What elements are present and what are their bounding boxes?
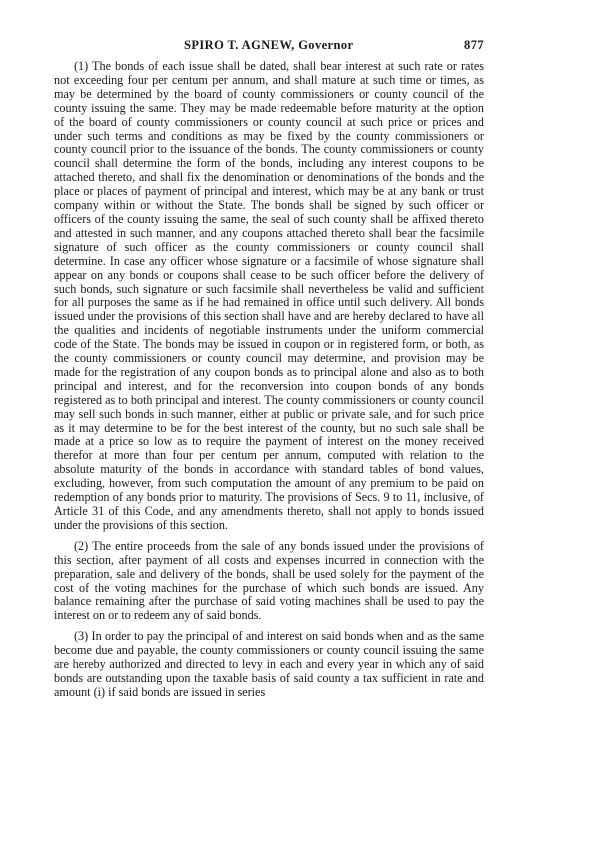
running-header: [54, 38, 484, 60]
paragraph-3: (3) In order to pay the principal of and interest on said bonds when and as the same become due and payable, the county commissioners or county council issuing the same are hereby authorized and directed to levy in each and every year in which any of said bonds are outstanding upon the taxable basis of said county a tax sufficient in rate and amount (i) if said bonds are issued in series: [54, 629, 484, 699]
paragraph-1: (1) The bonds of each issue shall be dated, shall bear interest at such rate or rates not exceeding four per centum per annum, and shall mature at such time or times, as may be determined by the board of county commissioners or county council of the county issuing the same. They may be made redeemable before maturity at the option of the board of county commissioners or county council at such price or prices and under such terms and conditions as may be fixed by the county commissioners or county council prior to the issuance of the bonds. The county commissioners or county council shall determine the form of the bonds, including any interest coupons to be attached thereto, and shall fix the denomination or denominations of the bonds and the place or places of payment of principal and interest, which may be at any bank or trust company within or without the State. The bonds shall be signed by such officer or officers of the county issuing the same, the seal of such county shall be affixed thereto and attested in such manner, and any coupons attached thereto shall bear the facsimile signature of such officer as the county commissioners or county council shall determine. In case any officer whose signature or a facsimile of whose signature shall appear on any bonds or coupons shall cease to be such officer before the delivery of such bonds, such signature or such facsimile shall nevertheless be valid and sufficient for all purposes the same as if he had remained in office until such delivery. All bonds issued under the provisions of this section shall have and are hereby declared to have all the qualities and incidents of negotiable instruments under the uniform commercial code of the State. The bonds may be issued in coupon or in registered form, or both, as the county commissioners or county council may determine, and provision may be made for the registration of any coupon bonds as to principal alone and also as to both principal and interest, and for the reconversion into coupon bonds of any bonds registered as to both principal and interest. The county commissioners or county council may sell such bonds in such manner, either at public or private sale, and for such price as it may determine to be for the best interest of the county, but no such sale shall be made at a price so low as to require the payment of interest on the money received therefor at more than four per centum per annum, computed with relation to the absolute maturity of the bonds in accordance with standard tables of bond values, excluding, however, from such computation the amount of any premium to be paid on redemption of any bonds prior to maturity. The provisions of Secs. 9 to 11, inclusive, of Article 31 of this Code, and any amendments thereto, shall not apply to bonds issued under the provisions of this section.: [54, 59, 484, 532]
page-number: 877: [464, 38, 484, 52]
paragraph-2: (2) The entire proceeds from the sale of any bonds issued under the provisions of this section, after payment of all costs and expenses incurred in connection with the preparation, sale and delivery of the bonds, shall be used solely for the payment of the cost of the voting machines for the purchase of which such bonds are issued. Any balance remaining after the purchase of said voting machines shall be used to pay the interest on or to redeem any of said bonds.: [54, 538, 484, 623]
document-page: [54, 38, 484, 707]
running-head-title: SPIRO T. AGNEW, Governor: [184, 38, 354, 52]
